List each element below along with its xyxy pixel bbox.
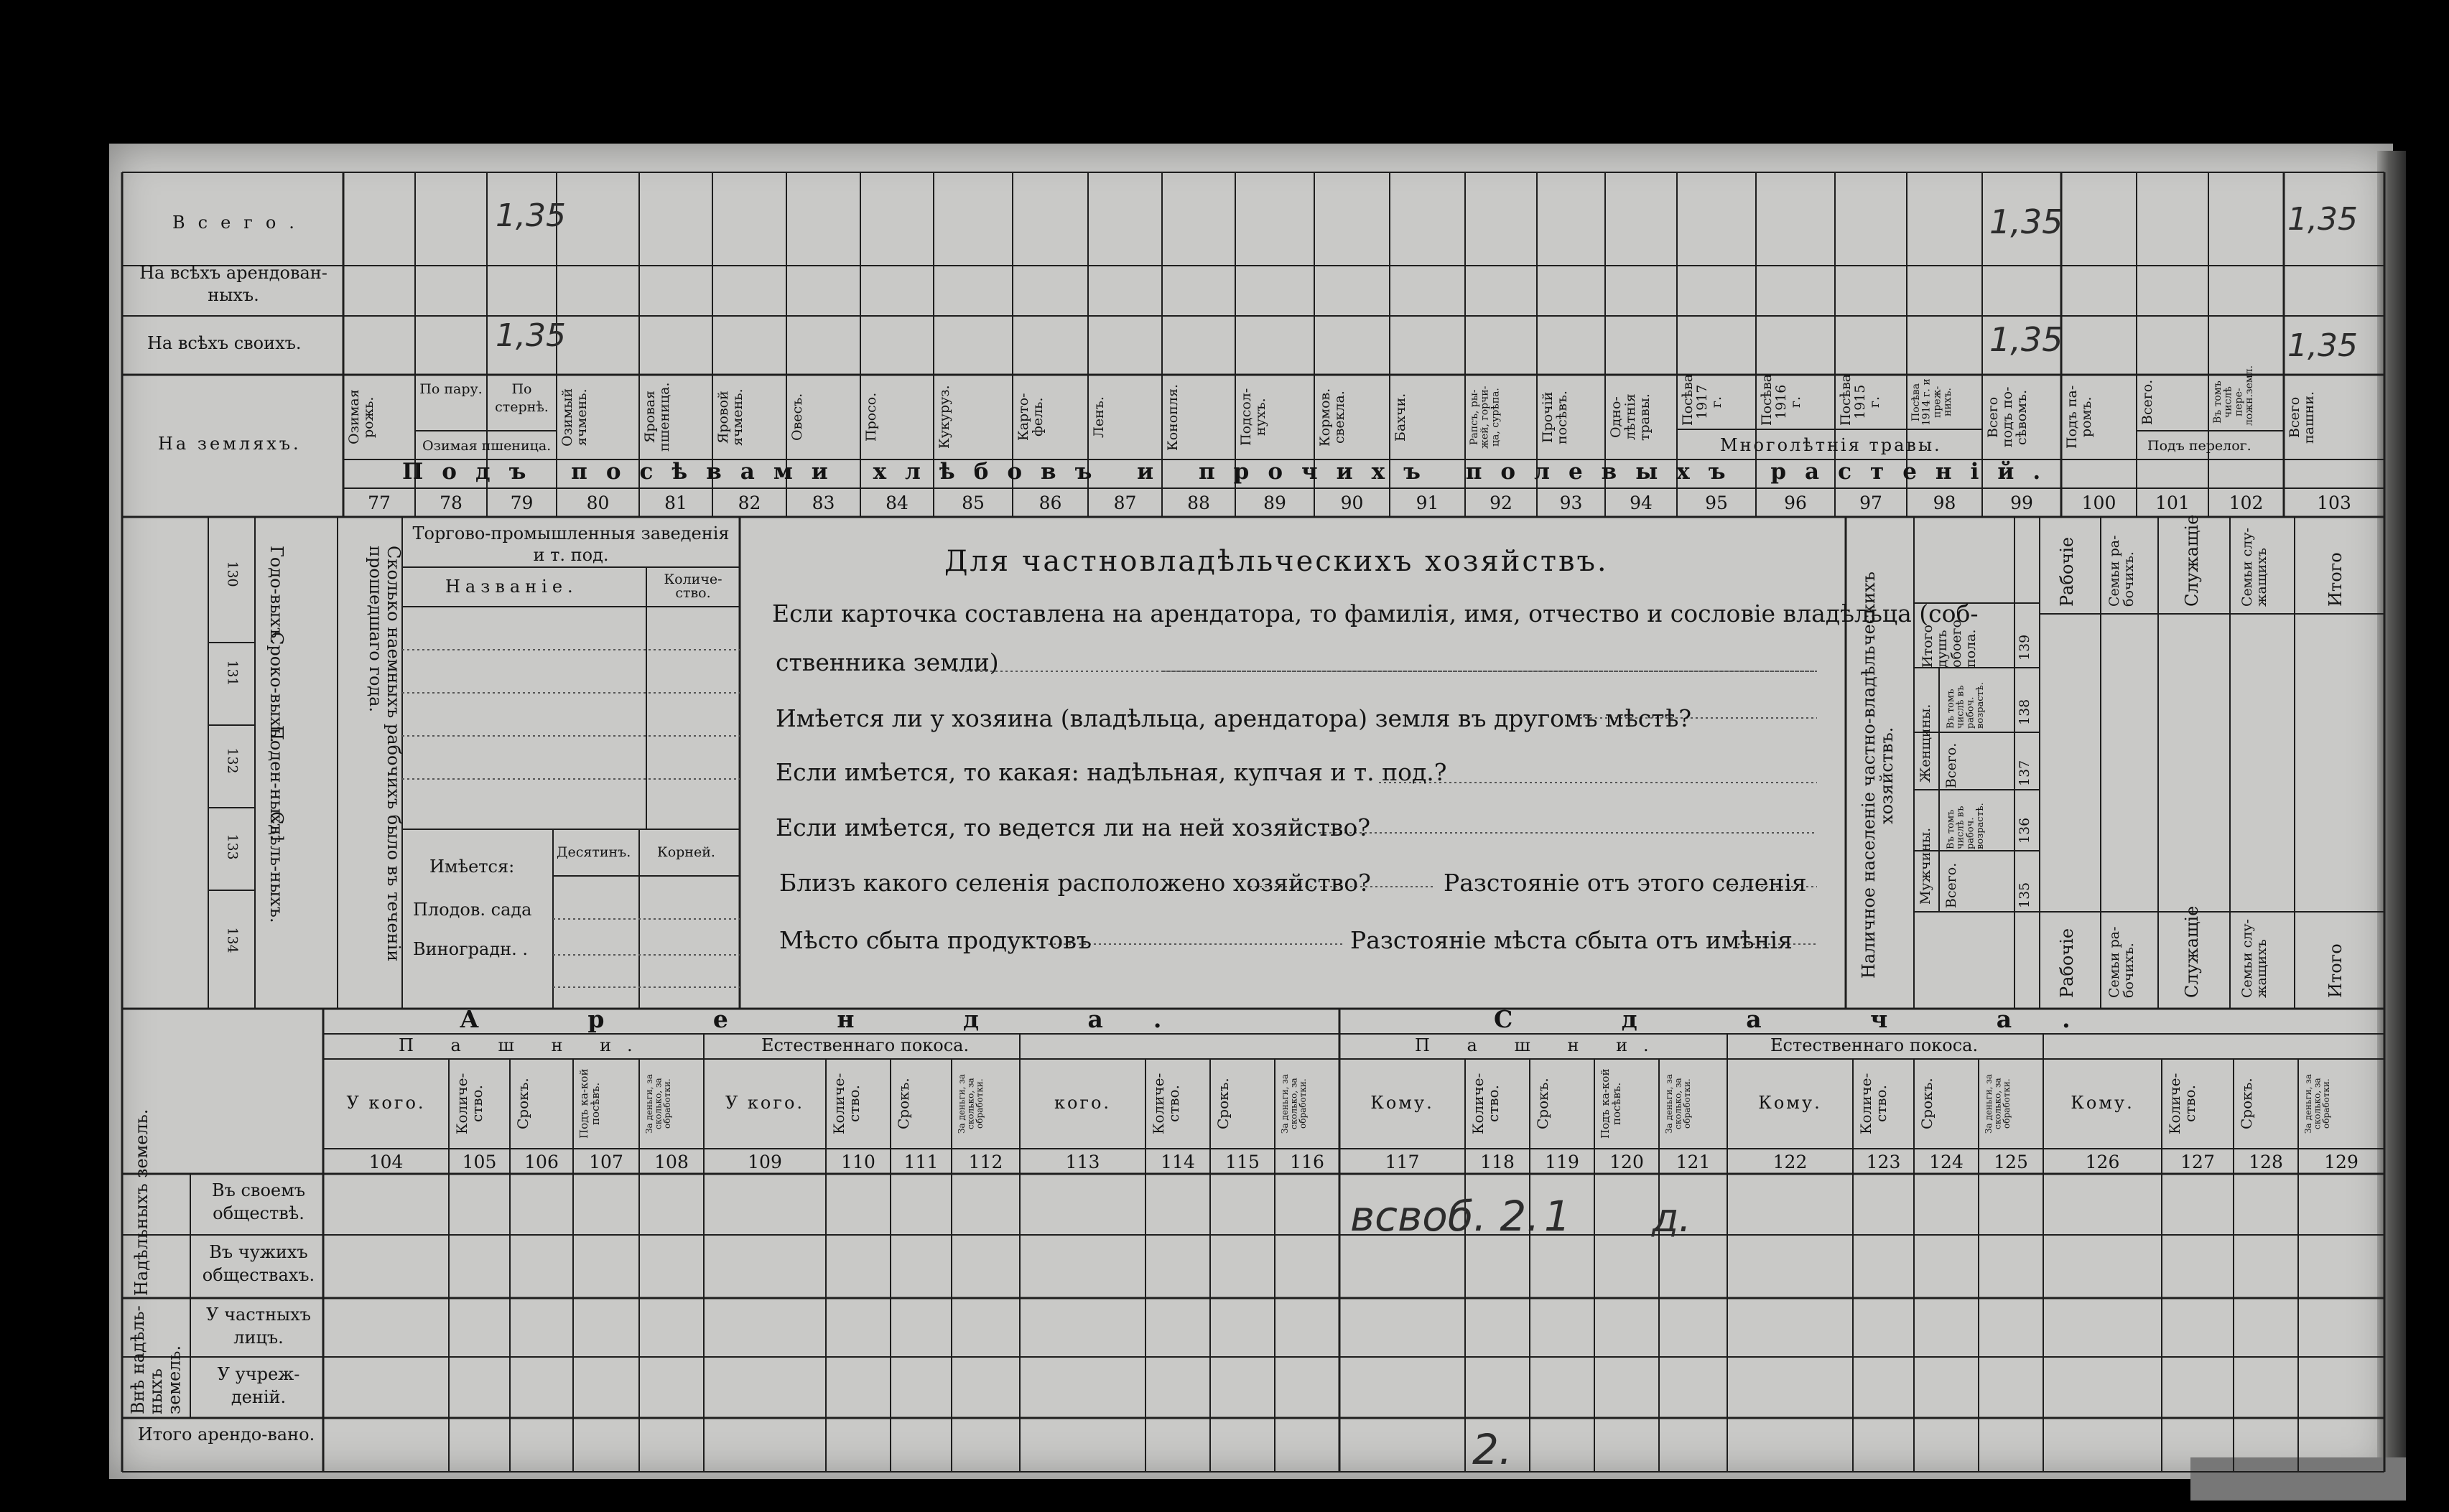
- arenda-column-number-129: 129: [2324, 1152, 2359, 1172]
- mnogoletnie-label: Многолѣтнiя травы.: [1720, 435, 1942, 455]
- label-sdelnyh: Сдѣль-ныхъ.: [266, 811, 287, 923]
- itogo-bottom: Итого: [2325, 943, 2346, 998]
- sdacha-pokos: Естественнаго покоса.: [1770, 1035, 1979, 1055]
- colnum-137: 137: [2017, 760, 2032, 786]
- private-line7a: Мѣсто сбыта продуктовъ: [779, 926, 1092, 954]
- arenda-column-number-120: 120: [1609, 1152, 1644, 1172]
- crop-header-89: Подсол-нухъ.: [1238, 388, 1268, 447]
- private-title: Для частновладѣльческихъ хозяйствъ.: [944, 545, 1609, 578]
- label-godovyh: Годо-выхъ.: [266, 546, 287, 644]
- women-work-age-label: Въ томъ числѣ въ рабоч. возрастѣ.: [1946, 682, 1986, 729]
- population-title: Наличное населенiе частно-владѣльческихъ хозяйствъ.: [1859, 571, 1897, 979]
- arenda-header-106: Срокъ.: [514, 1078, 531, 1129]
- column-number-82: 82: [738, 493, 761, 513]
- column-number-102: 102: [2229, 493, 2264, 513]
- crop-header-77: Озимая рожь.: [346, 389, 376, 445]
- private-line6a: Близъ какого селенiя расположено хозяйство?: [779, 869, 1371, 897]
- column-number-78: 78: [440, 493, 463, 513]
- trade-name-header: Названiе.: [445, 577, 578, 597]
- private-line4: Если имѣется, то какая: надѣльная, купчая и т. под.?: [776, 758, 1447, 786]
- workers-vertical-label: Сколько наемныхъ рабочихъ было въ теченiи прошедшаго года.: [365, 546, 404, 962]
- men-work-age-label: Въ томъ числѣ въ рабоч. возрастѣ.: [1946, 803, 1986, 849]
- column-number-80: 80: [586, 493, 610, 513]
- arenda-header-114: Количе-ство.: [1150, 1073, 1182, 1134]
- arenda-header-105: Количе-ство.: [453, 1073, 485, 1134]
- arenda-header-113: кого.: [1054, 1093, 1112, 1113]
- arenda-header-119: Срокъ.: [1534, 1078, 1551, 1129]
- column-number-95: 95: [1705, 493, 1728, 513]
- arenda-header-108: За деньги, за сколько, за обработки.: [644, 1073, 673, 1134]
- arenda-column-number-113: 113: [1065, 1152, 1100, 1172]
- column-number-103: 103: [2317, 493, 2351, 513]
- arenda-title: А р е н д а.: [460, 1005, 1212, 1033]
- column-number-92: 92: [1490, 493, 1512, 513]
- column-number-84: 84: [886, 493, 908, 513]
- crop-header-96: Посѣва 1916 г.: [1759, 373, 1803, 426]
- arenda-column-number-126: 126: [2085, 1152, 2120, 1172]
- arenda-column-number-123: 123: [1866, 1152, 1901, 1172]
- sdacha-pashni: П а ш н и.: [1415, 1035, 1665, 1055]
- crop-header-85: Кукуруз.: [937, 385, 952, 449]
- row-label-arend: На всѣхъ арендован-ныхъ.: [139, 263, 327, 306]
- crop-header-86: Карто-фель.: [1016, 393, 1046, 442]
- arenda-header-128: Срокъ.: [2238, 1078, 2255, 1129]
- arenda-header-126: Кому.: [2071, 1093, 2134, 1113]
- column-number-79: 79: [510, 493, 534, 513]
- column-number-94: 94: [1630, 493, 1653, 513]
- arenda-column-number-105: 105: [462, 1152, 497, 1172]
- colnum-136: 136: [2017, 817, 2032, 844]
- sluzhashchie-top: Служащiе: [2182, 514, 2202, 607]
- crop-header-88: Конопля.: [1165, 383, 1181, 451]
- arenda-header-110: Количе-ство.: [830, 1073, 863, 1134]
- crop-header-78: По пару.: [419, 381, 483, 397]
- women-label: Женщины.: [1918, 704, 1933, 783]
- arenda-column-number-119: 119: [1545, 1152, 1579, 1172]
- desyatin-label: Десятинъ.: [557, 844, 631, 860]
- crop-header-82: Яровой ячмень.: [715, 388, 745, 446]
- arenda-column-number-117: 117: [1385, 1152, 1420, 1172]
- arenda-column-number-112: 112: [968, 1152, 1003, 1172]
- colnum-134: 134: [224, 927, 241, 953]
- arenda-pashni: П а ш н и.: [399, 1035, 649, 1055]
- row-label-na-zemlyah: На земляхъ.: [158, 434, 302, 454]
- column-number-90: 90: [1340, 493, 1364, 513]
- crop-header-101: Всего.: [2139, 379, 2155, 425]
- arenda-column-number-127: 127: [2180, 1152, 2215, 1172]
- hand-vsego-103: 1,35: [2287, 201, 2358, 238]
- row-chuzhih: Въ чужихъ обществахъ.: [202, 1242, 315, 1286]
- ozimaya-pshenitsa-label: Озимая пшеница.: [422, 438, 552, 454]
- semi-sluzh-bottom: Семьи слу-жащихъ: [2239, 919, 2269, 998]
- arenda-column-number-124: 124: [1929, 1152, 1964, 1172]
- arenda-header-124: Срокъ.: [1918, 1078, 1936, 1129]
- private-line2: ственника земли): [776, 648, 999, 676]
- arenda-header-117: Кому.: [1370, 1093, 1434, 1113]
- arenda-header-127: Количе-ство.: [2166, 1073, 2198, 1134]
- hand-vsego-99: 1,35: [1989, 202, 2063, 241]
- crop-header-95: Посѣва 1917 г.: [1680, 373, 1724, 426]
- arenda-header-116: За деньги, за сколько, за обработки.: [1280, 1073, 1309, 1134]
- private-line3: Имѣется ли у хозяина (владѣльца, арендатора) земля въ другомъ мѣстѣ?: [776, 704, 1692, 732]
- arenda-column-number-109: 109: [748, 1152, 782, 1172]
- arenda-column-number-108: 108: [654, 1152, 689, 1172]
- crop-header-102: Въ томъ числѣ пере-ложн.земл.: [2212, 365, 2256, 426]
- arenda-header-121: За деньги, за сколько, за обработки.: [1664, 1073, 1693, 1134]
- semi-rabochih-top: Семьи ра-бочихъ.: [2106, 535, 2137, 607]
- label-srokovyh: Сроко-выхъ.: [266, 632, 287, 743]
- arenda-header-129: За деньги, за сколько, за обработки.: [2303, 1073, 2332, 1134]
- nadel-group-label: Надѣльныхъ земель.: [131, 1109, 152, 1296]
- column-number-100: 100: [2081, 493, 2116, 513]
- arenda-column-number-114: 114: [1161, 1152, 1195, 1172]
- hand-svoih-79: 1,35: [496, 317, 566, 354]
- crop-header-92: Рапсъ, ры-жей, горчи-ца, сурѣпа.: [1469, 386, 1502, 449]
- column-number-101: 101: [2155, 493, 2190, 513]
- row-chastnyh: У частныхъ лицъ.: [206, 1305, 311, 1348]
- arenda-column-number-116: 116: [1290, 1152, 1324, 1172]
- crop-header-99: Всего подъ по-сѣвомъ.: [1985, 386, 2030, 448]
- crop-header-90: Кормов. свекла.: [1317, 388, 1347, 447]
- hand-vsego-79: 1,35: [496, 197, 566, 234]
- row-uchrezhdeniy: У учреж-денiй.: [217, 1364, 300, 1408]
- men-label: Мужчины.: [1918, 827, 1933, 905]
- arenda-header-109: У кого.: [725, 1093, 805, 1113]
- colnum-130: 130: [224, 561, 241, 587]
- column-number-85: 85: [962, 493, 985, 513]
- arenda-column-number-115: 115: [1225, 1152, 1260, 1172]
- column-number-89: 89: [1263, 493, 1286, 513]
- arenda-column-number-110: 110: [841, 1152, 875, 1172]
- korney-label: Корней.: [657, 844, 715, 860]
- semi-sluzh-top: Семьи слу-жащихъ: [2239, 528, 2269, 607]
- colnum-132: 132: [224, 747, 241, 774]
- itogo-top: Итого: [2325, 552, 2346, 607]
- colnum-138: 138: [2017, 699, 2032, 725]
- rabochie-bottom: Рабочiе: [2057, 928, 2077, 998]
- crop-header-84: Просо.: [863, 392, 879, 442]
- arenda-column-number-104: 104: [368, 1152, 404, 1172]
- row-itogo: Итого арендо-вано.: [137, 1424, 315, 1445]
- column-number-83: 83: [812, 493, 835, 513]
- hand-itogo: 2.: [1472, 1425, 1512, 1474]
- trade-title: Торгово-промышленныя заведенiя и т. под.: [412, 523, 730, 565]
- column-number-99: 99: [2010, 493, 2033, 513]
- hand-svoem-qty: 1: [1544, 1192, 1571, 1241]
- men-vsego-label: Всего.: [1943, 862, 1959, 908]
- imeetsya-label: Имѣется:: [429, 857, 515, 877]
- arenda-column-number-128: 128: [2249, 1152, 2283, 1172]
- arenda-header-107: Подъ ка-кой посѣвъ.: [577, 1068, 602, 1139]
- itogo-dush-label: Итого душъ обоего пола.: [1920, 620, 1979, 668]
- crop-header-103: Всего пашни.: [2287, 391, 2317, 444]
- colnum-139: 139: [2017, 634, 2032, 661]
- arenda-header-123: Количе-ство.: [1857, 1073, 1890, 1134]
- column-number-81: 81: [664, 493, 687, 513]
- trade-qty-header: Количе-ство.: [664, 571, 722, 601]
- vinograd-label: Виноградн. .: [413, 939, 528, 959]
- arenda-column-number-125: 125: [1994, 1152, 2028, 1172]
- row-svoem: Въ своемъ обществѣ.: [211, 1180, 306, 1224]
- hand-svoih-99: 1,35: [1989, 320, 2063, 359]
- column-number-77: 77: [368, 493, 391, 513]
- colnum-131: 131: [224, 660, 241, 686]
- arenda-column-number-121: 121: [1676, 1152, 1711, 1172]
- arenda-header-112: За деньги, за сколько, за обработки.: [957, 1073, 985, 1134]
- crop-header-93: Прочiй посѣвъ.: [1540, 390, 1570, 444]
- private-line7b: Разстоянiе мѣста сбыта отъ имѣнiя: [1350, 926, 1793, 954]
- row-label-svoih: На всѣхъ своихъ.: [147, 333, 302, 353]
- women-vsego-label: Всего.: [1943, 742, 1959, 788]
- crop-header-87: Ленъ.: [1091, 396, 1107, 438]
- crop-header-81: Яровая пшеница.: [642, 382, 672, 452]
- crop-header-79: По стернѣ.: [495, 381, 549, 415]
- hand-svoih-103: 1,35: [2287, 327, 2358, 364]
- crop-header-97: Посѣва 1915 г.: [1838, 373, 1882, 426]
- arenda-header-125: За деньги, за сколько, за обработки.: [1984, 1073, 2012, 1134]
- colnum-133: 133: [224, 834, 241, 860]
- column-number-87: 87: [1113, 493, 1137, 513]
- banner-heading: Подъ посѣвами хлѣбовъ и прочихъ полевыхъ растенiй.: [402, 459, 2060, 485]
- colnum-135: 135: [2017, 882, 2032, 908]
- column-number-88: 88: [1187, 493, 1210, 513]
- arenda-column-number-106: 106: [524, 1152, 559, 1172]
- crop-header-100: Подъ па-ромъ.: [2064, 385, 2094, 449]
- crop-header-91: Бахчи.: [1393, 393, 1408, 442]
- arenda-header-104: У кого.: [346, 1093, 426, 1113]
- crop-header-83: Овесъ.: [789, 393, 805, 442]
- sdacha-title: С д а ч а.: [1494, 1005, 2121, 1033]
- crop-header-98: Посѣва 1914 г. и преж-нихъ.: [1910, 378, 1954, 426]
- arenda-column-number-111: 111: [903, 1152, 939, 1172]
- rabochie-top: Рабочiе: [2057, 536, 2077, 607]
- arenda-header-115: Срокъ.: [1214, 1078, 1232, 1129]
- private-line5: Если имѣется, то ведется ли на ней хозяйство?: [776, 813, 1371, 841]
- arenda-column-number-118: 118: [1480, 1152, 1515, 1172]
- arenda-pokos: Естественнаго покоса.: [761, 1035, 970, 1055]
- sluzhashchie-bottom: Служащiе: [2182, 905, 2202, 998]
- arenda-header-122: Кому.: [1758, 1093, 1822, 1113]
- crop-header-80: Озимый ячмень.: [559, 388, 590, 447]
- private-line6b: Разстоянiе отъ этого селенiя: [1444, 869, 1807, 897]
- pod-perelog-label: Подъ перелог.: [2147, 438, 2252, 454]
- column-number-96: 96: [1784, 493, 1807, 513]
- vne-nadel-group-label: Внѣ надѣль-ныхъ земель.: [128, 1305, 185, 1414]
- arenda-header-111: Срокъ.: [895, 1078, 912, 1129]
- semi-rabochih-bottom: Семьи ра-бочихъ.: [2106, 926, 2137, 998]
- column-number-86: 86: [1038, 493, 1062, 513]
- column-number-93: 93: [1559, 493, 1583, 513]
- hand-svoem-srok: д.: [1652, 1195, 1691, 1241]
- crop-header-94: Одно-лѣтнiя травы.: [1608, 393, 1653, 441]
- hand-svoem-komu: всвоб. 2.: [1350, 1192, 1540, 1241]
- label-podennyh: Поден-ныхъ.: [266, 725, 287, 840]
- arenda-column-number-122: 122: [1772, 1152, 1808, 1172]
- arenda-header-118: Количе-ство.: [1469, 1073, 1502, 1134]
- sad-label: Плодов. сада: [413, 900, 532, 920]
- row-label-vsego: Всего.: [172, 213, 307, 233]
- arenda-header-120: Подъ ка-кой посѣвъ.: [1599, 1068, 1623, 1139]
- arenda-column-number-107: 107: [589, 1152, 623, 1172]
- column-number-98: 98: [1933, 493, 1956, 513]
- private-line1: Если карточка составлена на арендатора, то фамилiя, имя, отчество и сословiе владѣльца (соб-: [772, 599, 1979, 627]
- column-number-91: 91: [1416, 493, 1439, 513]
- column-number-97: 97: [1859, 493, 1882, 513]
